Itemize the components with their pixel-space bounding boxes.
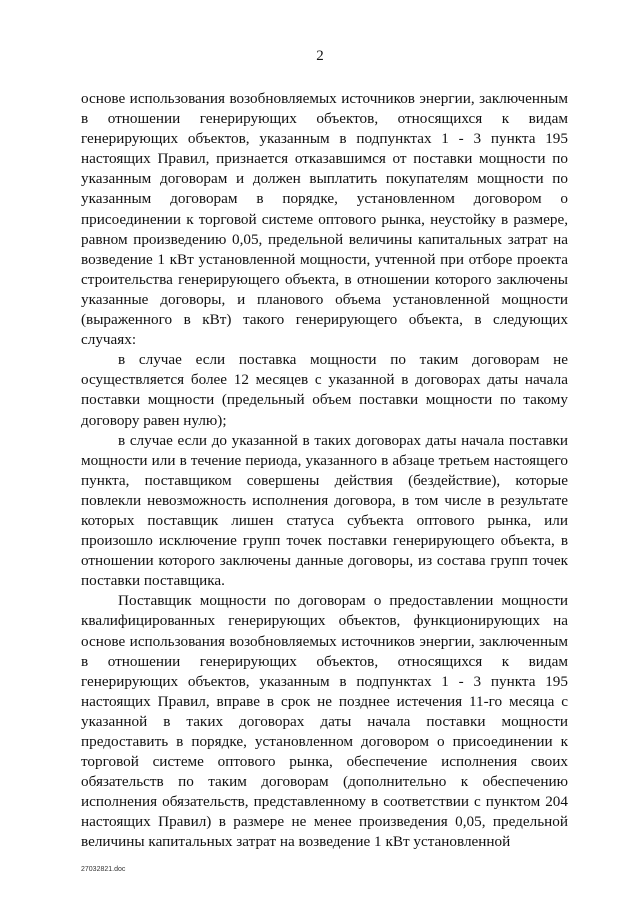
paragraph-case-two: в случае если до указанной в таких договорах даты начала поставки мощности или в течение периода, указанного в абзаце третьем настоящего пункта, поставщиком совершены действия (бездействие), которые повлекли невозможность исполнения договора, в том числе в результате которых поставщик лишен статуса субъекта оптового рынка, или произошло исключение групп точек поставки генерирующего объекта, в отношении которого заключены данные договоры, из состава групп точек поставки поставщика. bbox=[81, 431, 568, 590]
paragraph-continued: основе использования возобновляемых источников энергии, заключенным в отношении генерирующих объектов, относящихся к видам генерирующих объектов, указанным в подпунктах 1 - 3 пункта 195 настоящих Правил, признается отказавшимся от поставки мощности по указанным договорам и должен выплатить покупателям мощности по указанным договорам в порядке, установленном договором о присоединении к торговой системе оптового рынка, неустойку в размере, равном произведению 0,05, предельной величины капитальных затрат на возведение 1 кВт установленной мощности, учтенной при отборе проекта строительства генерирующего объекта, в отношении которого заключены указанные договоры, и планового объема установленной мощности (выраженного в кВт) такого генерирующего объекта, в следующих случаях: bbox=[81, 90, 568, 349]
paragraph-case-one: в случае если поставка мощности по таким договорам не осуществляется более 12 месяцев с указанной в договорах даты начала поставки мощности (предельный объем поставки мощности по такому договору равен нулю); bbox=[81, 351, 568, 429]
document-body bbox=[81, 89, 568, 853]
paragraph-security-provision: Поставщик мощности по договорам о предоставлении мощности квалифицированных генерирующих объектов, функционирующих на основе использования возобновляемых источников энергии, заключенным в отношении генерирующих объектов, относящихся к видам генерирующих объектов, указанным в подпунктах 1 - 3 пункта 195 настоящих Правил, вправе в срок не позднее истечения 11-го месяца с указанной в таких договорах даты начала поставки мощности предоставить в порядке, установленном договором о присоединении к торговой системе оптового рынка, обеспечение исполнения своих обязательств по таким договорам (дополнительно к обеспечению исполнения обязательств, представленному в соответствии с пунктом 204 настоящих Правил) в размере не менее произведения 0,05, предельной величины капитальных затрат на возведение 1 кВт установленной bbox=[81, 592, 568, 851]
page-number: 2 bbox=[316, 48, 324, 64]
footer-filename: 27032821.doc bbox=[81, 866, 126, 873]
